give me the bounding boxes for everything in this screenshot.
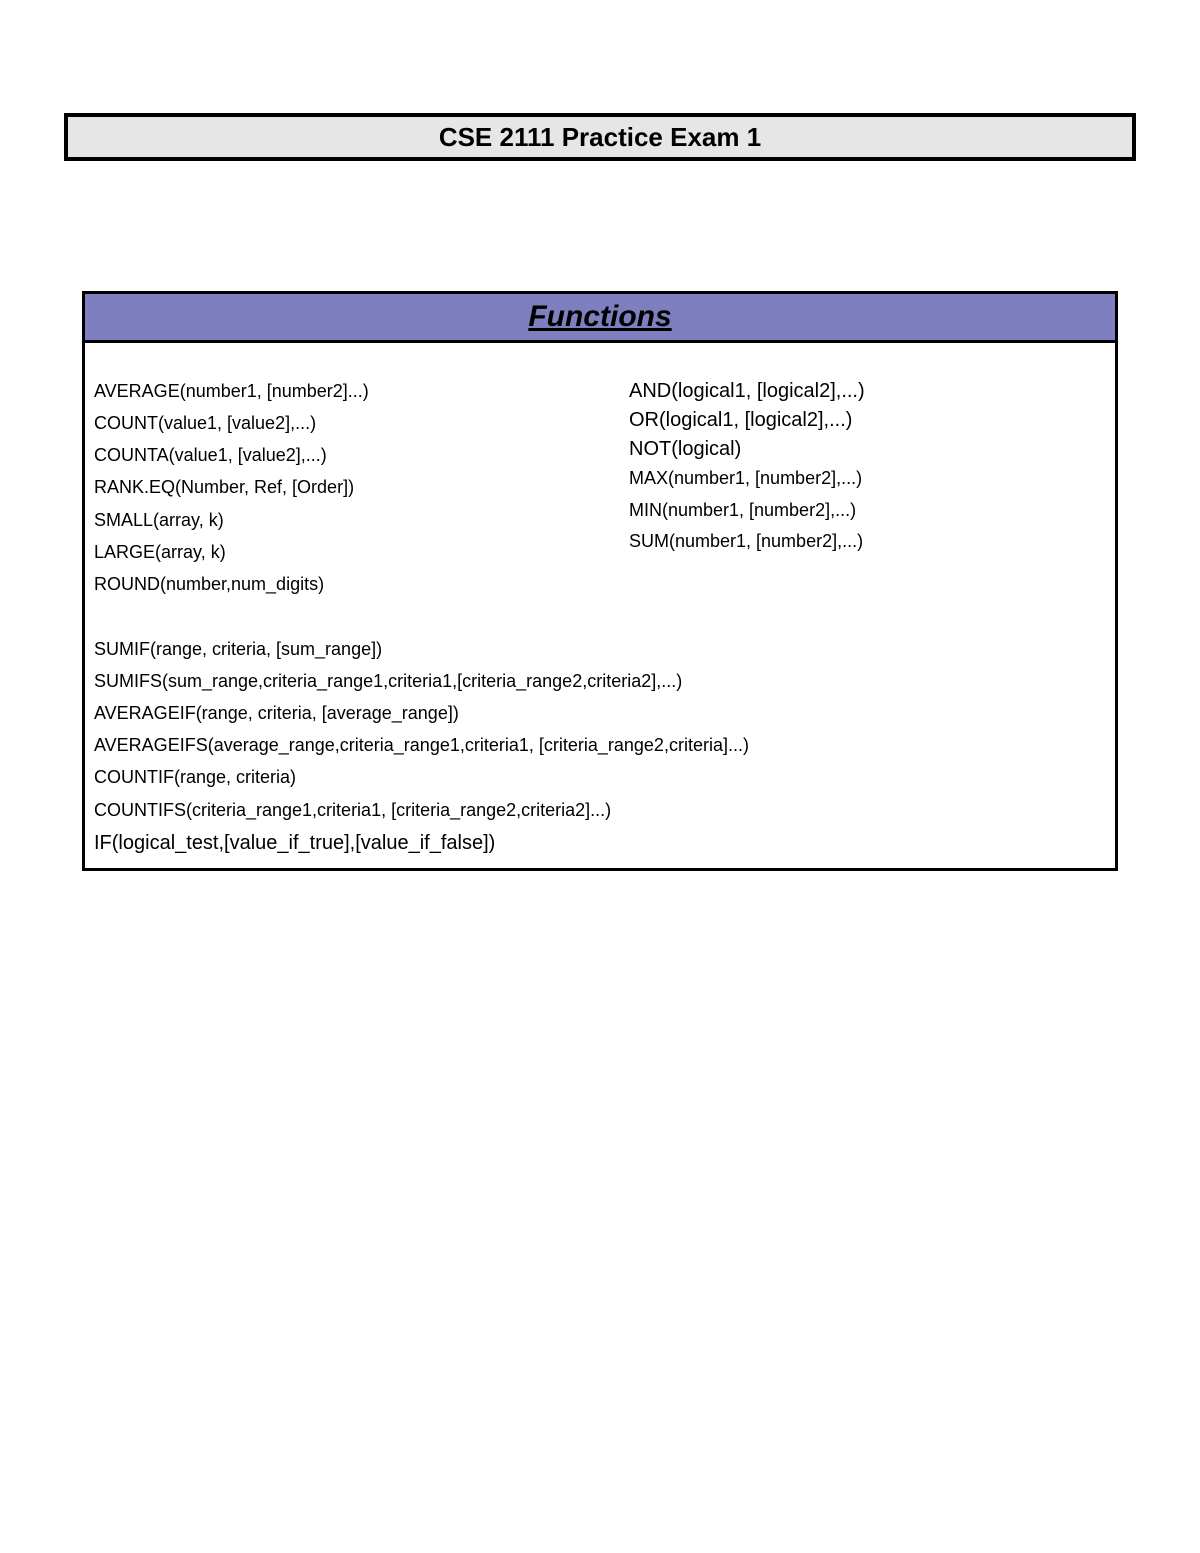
function-countifs: COUNTIFS(criteria_range1,criteria1, [criteria_range2,criteria2]...) bbox=[94, 800, 612, 820]
function-large: LARGE(array, k) bbox=[94, 542, 226, 562]
function-round: ROUND(number,num_digits) bbox=[94, 574, 325, 594]
function-averageifs: AVERAGEIFS(average_range,criteria_range1,criteria1, [criteria_range2,criteria]...) bbox=[94, 735, 749, 755]
function-min: MIN(number1, [number2],...) bbox=[629, 500, 857, 520]
page-title-text: CSE 2111 Practice Exam 1 bbox=[438, 121, 762, 152]
function-sumif: SUMIF(range, criteria, [sum_range]) bbox=[94, 639, 383, 659]
function-count: COUNT(value1, [value2],...) bbox=[94, 413, 317, 433]
page-title bbox=[64, 113, 1136, 161]
function-average: AVERAGE(number1, [number2]...) bbox=[94, 381, 369, 401]
functions-header bbox=[85, 294, 1115, 343]
function-or: OR(logical1, [logical2],...) bbox=[629, 409, 853, 431]
function-sum: SUM(number1, [number2],...) bbox=[629, 531, 864, 551]
functions-heading: Functions bbox=[528, 300, 672, 333]
function-small: SMALL(array, k) bbox=[94, 510, 224, 530]
function-sumifs: SUMIFS(sum_range,criteria_range1,criteria1,[criteria_range2,criteria2],...) bbox=[94, 671, 683, 691]
function-rank-eq: RANK.EQ(Number, Ref, [Order]) bbox=[94, 477, 355, 497]
function-countif: COUNTIF(range, criteria) bbox=[94, 767, 297, 787]
function-averageif: AVERAGEIF(range, criteria, [average_range]) bbox=[94, 703, 459, 723]
function-max: MAX(number1, [number2],...) bbox=[629, 468, 863, 488]
functions-panel bbox=[82, 291, 1118, 871]
function-if: IF(logical_test,[value_if_true],[value_if_false]) bbox=[94, 832, 496, 854]
function-counta: COUNTA(value1, [value2],...) bbox=[94, 445, 327, 465]
function-not: NOT(logical) bbox=[629, 438, 742, 460]
function-and: AND(logical1, [logical2],...) bbox=[629, 380, 865, 402]
